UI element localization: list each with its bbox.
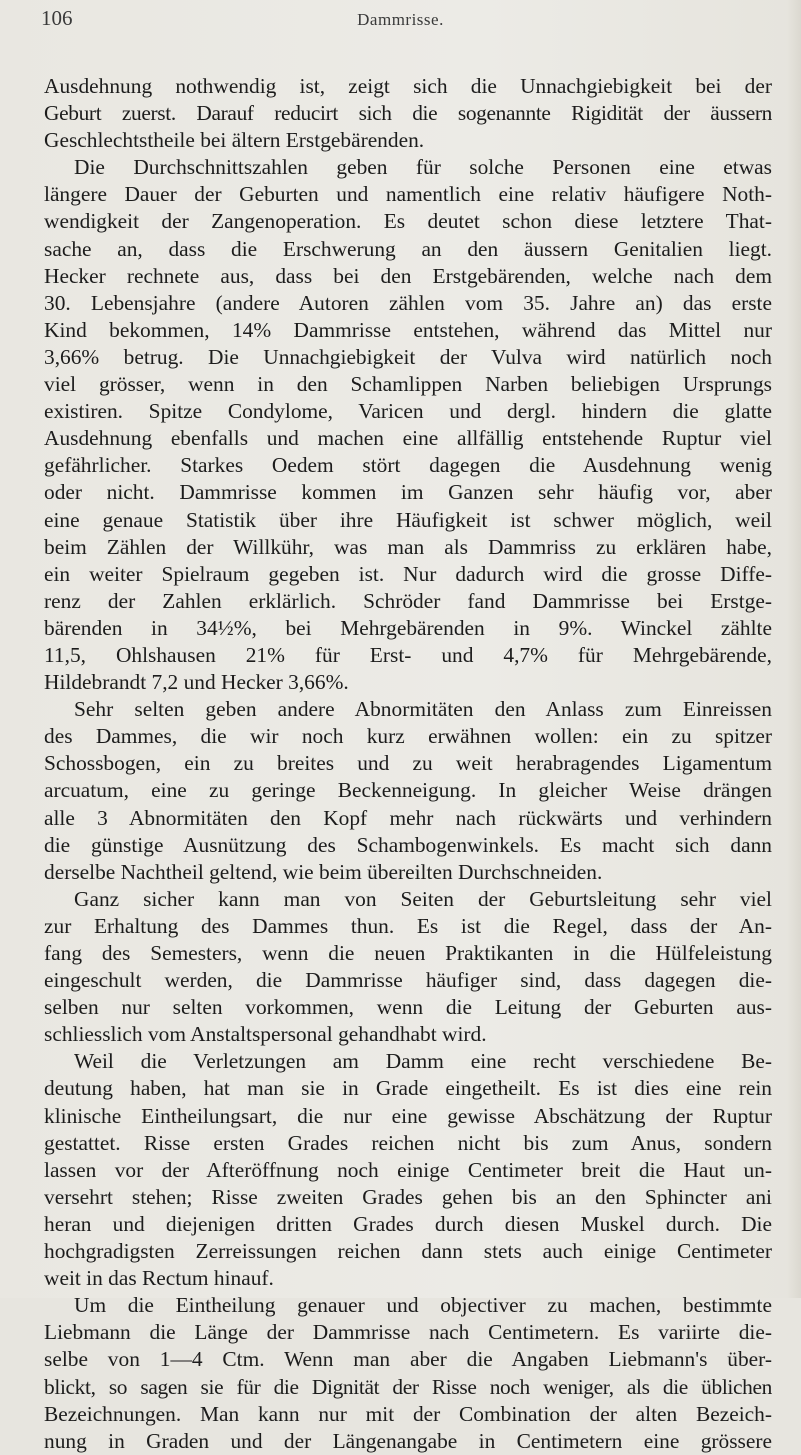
text-line: derselbe Nachtheil geltend, wie beim übereilten Durchschneiden. (44, 859, 603, 884)
text-line: Bezeichnungen. Man kann nur mit der Combination der alten Bezeich- (44, 1401, 772, 1426)
text-line: Weil die Verletzungen am Damm eine recht verschiedene Be- (74, 1049, 772, 1074)
text-line: deutung haben, hat man sie in Grade eingetheilt. Es ist dies eine rein (44, 1076, 772, 1101)
text-line: Ausdehnung ebenfalls und machen eine allfällig entstehende Ruptur viel (44, 426, 772, 451)
text-line: arcuatum, eine zu geringe Beckenneigung. In gleicher Weise drängen (44, 778, 772, 803)
text-line: beim Zählen der Willkühr, was man als Dammriss zu erklären habe, (44, 534, 772, 559)
text-line: 30. Lebensjahre (andere Autoren zählen vom 35. Jahre an) das erste (44, 290, 772, 315)
text-line: oder nicht. Dammrisse kommen im Ganzen sehr häufig vor, aber (44, 480, 772, 505)
text-line: Hecker rechnete aus, dass bei den Erstgebärenden, welche nach dem (44, 263, 772, 288)
text-line: wendigkeit der Zangenoperation. Es deutet schon diese letztere That- (44, 209, 772, 234)
text-line: Schossbogen, ein zu breites und zu weit herabragendes Ligamentum (44, 751, 772, 776)
text-line: ein weiter Spielraum gegeben ist. Nur dadurch wird die grosse Diffe- (44, 561, 772, 586)
text-line: gefährlicher. Starkes Oedem stört dagegen die Ausdehnung wenig (44, 453, 772, 478)
text-line: Um die Eintheilung genauer und objectiver zu machen, bestimmte (74, 1293, 772, 1318)
text-line: Geschlechtstheile bei ältern Erstgebärenden. (44, 128, 425, 153)
text-line: Die Durchschnittszahlen geben für solche Personen eine etwas (74, 155, 772, 180)
text-line: Sehr selten geben andere Abnormitäten den Anlass zum Einreissen (74, 697, 772, 722)
text-line: Ganz sicher kann man von Seiten der Geburtsleitung sehr viel (74, 886, 772, 911)
text-line: blickt, so sagen sie für die Dignität der Risse noch weniger, als die üblichen (44, 1374, 772, 1399)
running-title: Dammrisse. (357, 10, 444, 29)
text-line: des Dammes, die wir noch kurz erwähnen wollen: ein zu spitzer (44, 724, 772, 749)
text-line: versehrt stehen; Risse zweiten Grades gehen bis an den Sphincter ani (44, 1184, 772, 1209)
text-line: die günstige Ausnützung des Schambogenwinkels. Es macht sich dann (44, 832, 772, 857)
text-line: lassen vor der Afteröffnung noch einige Centimeter breit die Haut un- (44, 1157, 772, 1182)
text-line: heran und diejenigen dritten Grades durch diesen Muskel durch. Die (44, 1211, 772, 1236)
text-line: Liebmann die Länge der Dammrisse nach Centimetern. Es variirte die- (44, 1320, 772, 1345)
text-line: längere Dauer der Geburten und namentlich eine relativ häufigere Noth- (44, 182, 772, 207)
text-line: Hildebrandt 7,2 und Hecker 3,66%. (44, 670, 349, 695)
text-line: gestattet. Risse ersten Grades reichen nicht bis zum Anus, sondern (44, 1130, 772, 1155)
text-line: viel grösser, wenn in den Schamlippen Narben beliebigen Ursprungs (44, 372, 772, 397)
text-line: zur Erhaltung des Dammes thun. Es ist die Regel, dass der An- (44, 913, 772, 938)
text-line: hochgradigsten Zerreissungen reichen dann stets auch einige Centimeter (44, 1239, 772, 1264)
text-line: schliesslich vom Anstaltspersonal gehandhabt wird. (44, 1022, 487, 1047)
text-line: Geburt zuerst. Darauf reducirt sich die sogenannte Rigidität der äussern (44, 101, 772, 126)
text-line: eingeschult werden, die Dammrisse häufiger sind, dass dagegen die- (44, 968, 772, 993)
text-line: renz der Zahlen erklärlich. Schröder fand Dammrisse bei Erstge- (44, 588, 772, 613)
text-line: alle 3 Abnormitäten den Kopf mehr nach rückwärts und verhindern (44, 805, 772, 830)
text-line: bärenden in 34½%, bei Mehrgebärenden in 9%. Winckel zählte (44, 615, 772, 640)
text-line: selben nur selten vorkommen, wenn die Leitung der Geburten aus- (44, 995, 772, 1020)
text-line: Kind bekommen, 14% Dammrisse entstehen, während das Mittel nur (44, 317, 772, 342)
text-line: existiren. Spitze Condylome, Varicen und dergl. hindern die glatte (44, 399, 772, 424)
text-line: Ausdehnung nothwendig ist, zeigt sich die Unnachgiebigkeit bei der (44, 74, 772, 98)
text-line: 11,5, Ohlshausen 21% für Erst- und 4,7% für Mehrgebärende, (44, 642, 772, 667)
body-text (44, 73, 772, 1455)
page-edge-shadow (787, 0, 801, 1298)
text-line: fang des Semesters, wenn die neuen Praktikanten in die Hülfeleistung (44, 941, 772, 965)
text-line: nung in Graden und der Längenangabe in Centimetern eine grössere (44, 1428, 772, 1453)
text-line: 3,66% betrug. Die Unnachgiebigkeit der Vulva wird natürlich noch (44, 344, 772, 369)
text-line: sache an, dass die Erschwerung an den äussern Genitalien liegt. (44, 236, 772, 261)
page-number: 106 (41, 6, 73, 30)
text-line: selbe von 1—4 Ctm. Wenn man aber die Angaben Liebmann's über- (44, 1347, 772, 1372)
text-line: klinische Eintheilungsart, die nur eine gewisse Abschätzung der Ruptur (44, 1103, 772, 1128)
text-line: eine genaue Statistik über ihre Häufigkeit ist schwer möglich, weil (44, 507, 772, 532)
text-line: weit in das Rectum hinauf. (44, 1266, 274, 1291)
